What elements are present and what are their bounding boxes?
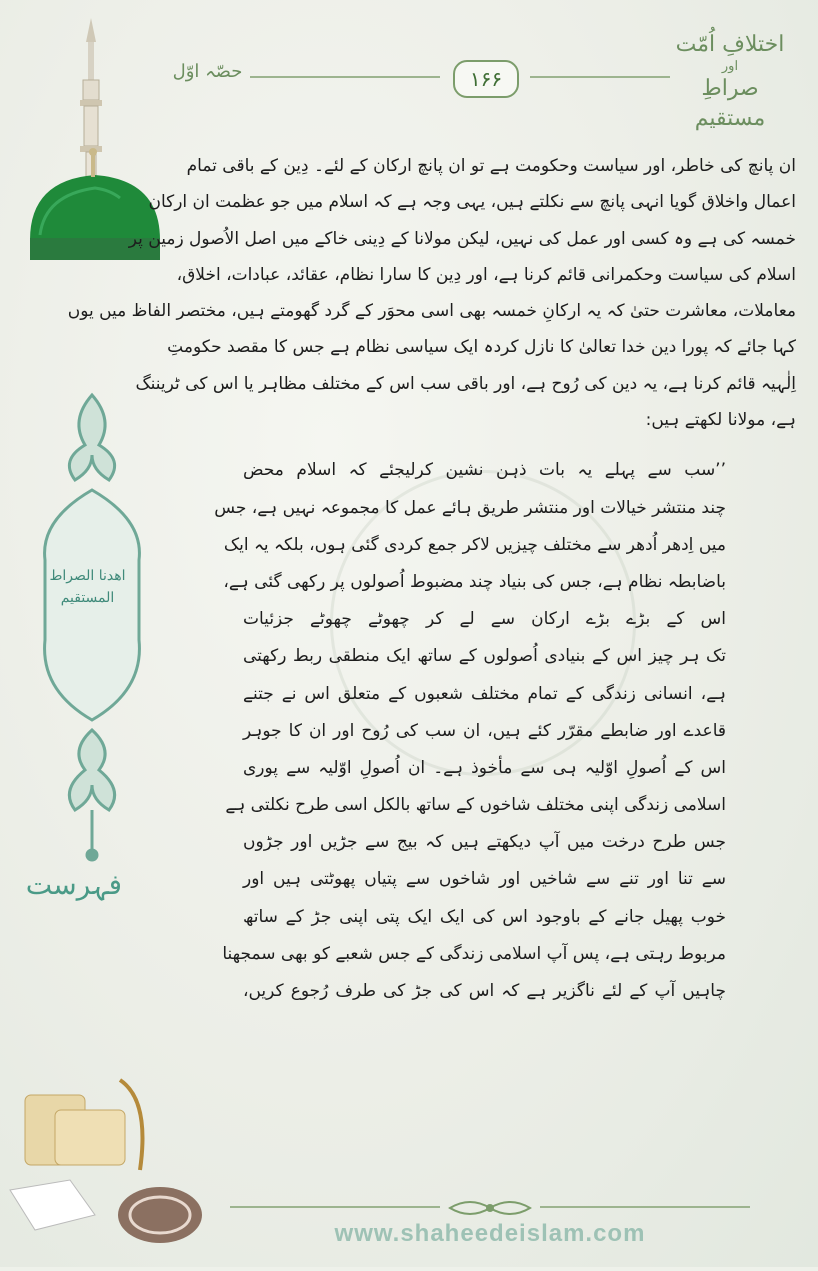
header-divider-right <box>530 76 670 78</box>
page-footer <box>170 1190 810 1260</box>
quote-line: اس کے بڑے بڑے ارکان سے لے کر چھوٹے چھوٹے جزئیات <box>243 609 726 630</box>
ornament-divider-icon <box>440 1196 540 1220</box>
quote-line: میں اِدھر اُدھر سے مختلف چیزیں لاکر جمع کردی گئی ہوں، بلکہ یہ ایک <box>223 534 726 555</box>
sidebar-art <box>0 0 170 1267</box>
paragraph-line: کہا جائے کہ پورا دین خدا تعالیٰ کا نازل کردہ ایک سیاسی نظام ہے جس کا مقصد حکومتِ <box>167 337 796 358</box>
paragraph-line: خمسہ کی ہے وہ کسی اور عمل کی نہیں، لیکن مولانا کے دِینی خاکے میں اصل الاُصول زمین پر <box>128 228 796 249</box>
sidebar-badge-text: اھدنا الصراط المستقیم <box>49 568 126 606</box>
arch-badge-icon <box>45 395 140 860</box>
quote-line: مربوط رہتی ہے، پس آپ اسلامی زندگی کے جس شعبے کو بھی سمجھنا <box>222 943 726 964</box>
page-number: ۱۶۶ <box>453 60 519 98</box>
paragraph-line: اسلام کی سیاست وحکمرانی قائم کرنا ہے، اور دِین کا سارا نظام، عقائد، عبادات، اخلاق، <box>176 264 796 285</box>
quote-line: ’’سب سے پہلے یہ بات ذہن نشین کرلیجئے کہ اسلام محض <box>243 460 726 481</box>
book-title-line1: اختلافِ اُمّت <box>675 32 785 57</box>
book-title <box>670 30 790 134</box>
header-divider-left <box>250 76 440 78</box>
quote-line: خوب پھیل جانے کے باوجود اس کی ایک ایک پتی اپنی جڑ کے ساتھ <box>243 906 726 927</box>
paragraph-line: اِلٰہیہ قائم کرنا ہے، یہ دین کی رُوح ہے، اور باقی سب اس کے مختلف مظاہر یا اس کی ٹریننگ <box>135 373 796 394</box>
quote-line: چند منتشر خیالات اور منتشر طریق ہائے عمل کا مجموعہ نہیں ہے، جس <box>214 497 726 518</box>
paragraph-line: معاملات، معاشرت حتیٰ کہ یہ ارکانِ خمسہ بھی اسی محوَر کے گرد گھومتے ہیں، مختصر الفاظ میں یوں <box>67 301 796 322</box>
quote-line: چاہیں آپ کے لئے ناگزیر ہے کہ اس کی جڑ کی طرف رُجوع کریں، <box>243 981 726 1001</box>
quote-line: اس کے اُصولِ اوّلیہ ہی سے مأخوذ ہے۔ ان اُصولِ اوّلیہ سے پوری <box>243 757 726 778</box>
quote-line: اسلامی زندگی اپنی مختلف شاخوں کے ساتھ بالکل اسی طرح نکلتی ہے <box>225 795 726 816</box>
book-title-line3: صراطِ مستقیم <box>694 76 766 131</box>
paragraph-line: ہے، مولانا لکھتے ہیں: <box>645 410 796 431</box>
page-header <box>170 25 810 135</box>
quote-line: ہے، انسانی زندگی کے تمام مختلف شعبوں کے متعلق اس نے جتنے <box>243 683 726 704</box>
quote-line: باضابطہ نظام ہے، جس کی بنیاد چند مضبوط اُصولوں پر رکھی گئی ہے، <box>223 571 726 592</box>
paragraph-line: ان پانچ کی خاطر، اور سیاست وحکومت ہے تو ان پانچ ارکان کے لئے۔ دِین کے باقی تمام <box>186 156 796 176</box>
book-title-line2: اور <box>721 59 739 74</box>
sidebar <box>0 0 170 1267</box>
body-paragraph <box>67 148 796 438</box>
footer-divider-right <box>540 1206 750 1208</box>
paragraph-line: اعمال واخلاق گویا انہی پانچ سے نکلتے ہیں، یہی وجہ ہے کہ اسلام میں جو عظمت ان ارکان <box>148 192 796 213</box>
quote-line: تک ہر چیز اس کے بنیادی اُصولوں کے ساتھ ایک منطقی ربط رکھتی <box>243 646 726 667</box>
section-label: حصّہ اوّل <box>172 61 243 82</box>
quote-line: قاعدے اور ضابطے مقرّر کئے ہیں، ان سب کی رُوح اور ان کا جوہر <box>243 720 726 741</box>
quote-line: جس طرح درخت میں آپ دیکھتے ہیں کہ بیج سے جڑیں اور جڑوں <box>243 832 726 853</box>
block-quote <box>188 452 796 1010</box>
footer-divider-left <box>230 1206 440 1208</box>
index-link[interactable]: فہرست <box>25 868 122 901</box>
quote-line: سے تنا اور تنے سے شاخیں اور شاخوں سے پتیاں پھوٹتی ہیں اور <box>243 869 726 890</box>
website-link[interactable]: www.shaheedeislam.com <box>334 1220 646 1247</box>
